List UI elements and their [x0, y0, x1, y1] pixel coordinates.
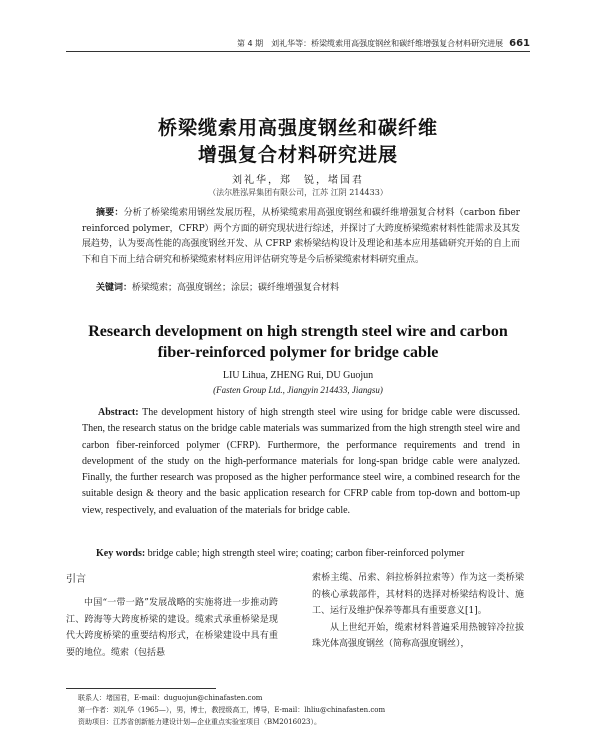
footnote-funding: 资助项目：江苏省创新能力建设计划—企业重点实验室项目（BM2016023）。	[78, 718, 321, 726]
header-rule	[66, 51, 530, 52]
footnote-rule	[66, 688, 216, 689]
running-header	[66, 38, 530, 49]
chinese-keywords	[96, 280, 520, 293]
footnotes	[78, 692, 530, 728]
english-authors: LIU Lihua, ZHENG Rui, DU Guojun	[222, 370, 374, 381]
english-keywords	[96, 548, 520, 559]
footnote-first-author: 第一作者：刘礼华（1965—），男，博士，教授级高工，博导，E-mail：lhliu@chinafasten.com	[78, 706, 386, 714]
chinese-keywords-label: 关键词：	[96, 283, 133, 293]
chinese-authors: 刘礼华，郑 锐，堵国君	[232, 175, 364, 186]
english-abstract-text: The development history of high strength steel wire using for bridge cable were discussed. Then, the research status on the bridge cable materials was summarized from the high strength steel wire and carbon fiber-reinforced polymer (CFRP). Furthermore, the performance requirements and trend in development of the study on the high-performance materials for long-span bridge cable were analyzed. Finally, the further research was proposed as the higher performance steel wire, a combined research for the suitable design & theory and the basic application research for CFRP cable from top-down and bottom-up view, respectively, and evaluation of the materials for bridge cable.	[82, 407, 521, 516]
running-header-text: 第 4 期 刘礼华等：桥梁缆索用高强度钢丝和碳纤维增强复合材料研究进展	[236, 39, 504, 48]
chinese-title-line-2: 增强复合材料研究进展	[197, 144, 398, 166]
english-abstract	[82, 405, 520, 519]
english-affiliation: (Fasten Group Ltd., Jiangyin 214433, Jiangsu)	[213, 385, 383, 395]
english-title-line-2: fiber-reinforced polymer for bridge cable	[157, 344, 439, 361]
english-keywords-text: bridge cable; high strength steel wire; coating; carbon fiber-reinforced polymer	[147, 548, 465, 559]
intro-heading: 引言	[66, 574, 86, 585]
body-column-left	[66, 570, 278, 661]
chinese-abstract	[82, 206, 520, 268]
chinese-abstract-text: 分析了桥梁缆索用钢丝发展历程，从桥梁缆索用高强度钢丝和碳纤维增强复合材料（carbon fiber reinforced polymer，CFRP）两个方面的研究现状进行综述，并探讨了大跨度桥梁缆索材料性能需求及其发展趋势，认为要高性能的高强度钢丝开发、从 CFRP 索桥梁结构设计及理论和基本应用基础研究开始的自上而下和自下而上结合研究和桥梁缆索材料应用评估研究等是今后桥梁缆索材料研究重点。	[82, 208, 520, 265]
chinese-abstract-label: 摘要：	[96, 208, 124, 218]
intro-paragraph-right-1: 索桥主缆、吊索、斜拉桥斜拉索等）作为这一类桥梁的核心承载部件，其材料的选择对桥梁结构设计、施工、运行及维护保养等都具有重要意义[1]。	[312, 573, 524, 617]
chinese-title-line-1: 桥梁缆索用高强度钢丝和碳纤维	[157, 117, 438, 139]
intro-paragraph-left: 中国“一带一路”发展战略的实施将进一步推动跨江、跨海等大跨度桥梁的建设。缆索式承重桥梁是现代大跨度桥梁的重要结构形式，在桥梁建设中具有重要的地位。缆索（包括悬	[66, 598, 278, 658]
footnote-contact: 联系人：堵国君，E-mail：duguojun@chinafasten.com	[78, 694, 263, 702]
body-column-right	[312, 570, 524, 653]
intro-paragraph-right-2: 从上世纪开始，缆索材料普遍采用热镀锌冷拉拔珠光体高强度钢丝（简称高强度钢丝），	[312, 622, 524, 650]
page-number: 661	[509, 38, 530, 49]
english-abstract-label: Abstract:	[98, 407, 139, 418]
chinese-keywords-text: 桥梁缆索；高强度钢丝；涂层；碳纤维增强复合材料	[132, 283, 340, 293]
english-title-line-1: Research development on high strength steel wire and carbon	[88, 323, 508, 340]
chinese-affiliation: （法尔胜泓昇集团有限公司，江苏 江阴 214433）	[208, 188, 388, 197]
english-keywords-label: Key words:	[96, 548, 146, 559]
